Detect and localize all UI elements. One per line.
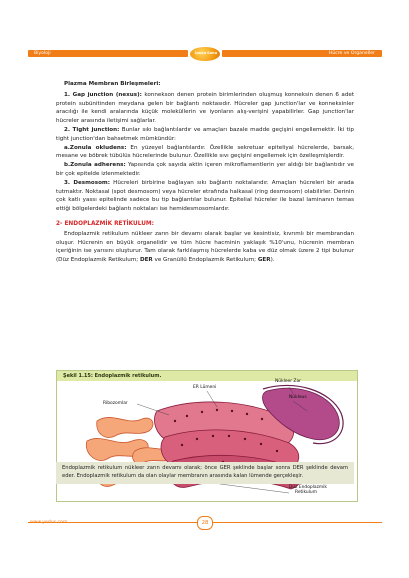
header-bar-left [28, 50, 188, 57]
logo-text-left: İpucu [195, 51, 207, 55]
logo-text-right: Sonu [207, 51, 218, 55]
term-tight-junction: 2. Tight junction: [64, 126, 120, 133]
paragraph-zonula-adherens [56, 161, 354, 179]
paragraph-text: Yapısında çok sayıda aktin içeren mikroflamentlerin yer aldığı bir bağlantıdır ve bir çok epitelde izlenmektedir. [56, 162, 354, 177]
section-title-er: 2- ENDOPLAZMİK RETİKULUM: [56, 220, 154, 227]
figure-caption-bar [57, 371, 357, 381]
label-smooth-er [289, 485, 327, 495]
page-header [0, 47, 409, 61]
term-gap-junction: 1. Gap junction (nexus): [64, 91, 142, 98]
figure-caption: Şekil 1.15: Endoplazmik retikulum. [63, 373, 162, 379]
term-ger: GER [257, 257, 271, 264]
paragraph-text: Bunlar sıkı bağlantılardır ve amaçları bazale madde geçişini engellemektir. İki tip tight junction'dan bahsetmek mümkündür: [56, 126, 354, 142]
term-zonula-okludens: a.Zonula okludens: [64, 144, 127, 151]
label-nuclear-envelope: Nükleer Zar [275, 379, 301, 384]
paragraph-text: ve Granüllü Endoplazmik Retikulum; [152, 257, 258, 264]
paragraph-desmosom [56, 179, 354, 214]
term-der: DER [139, 257, 153, 264]
header-chapter: Hücre ve Organeller [328, 51, 375, 56]
page-number: 28 [197, 516, 213, 530]
label-nucleus: Nükleus [289, 395, 307, 400]
publisher-logo [190, 47, 220, 61]
term-desmosom: 3. Desmosom: [64, 179, 110, 186]
paragraph-text: Hücreleri birbirine bağlayan sıkı bağlantı noktalarıdır. Amaçları hücreleri bir arada tutmaktır. Noktasal (spot desmosom) veya hücreler etrafında halkasal (ring desmosom) olabilirler. Derinin çok katlı yassı epitelinde sadece bu tip bağlantılar bulunur. Epitelial hücreler ile bazal laminanın temas ettiği bölgelerdeki bağlantı noktaları ise hemidesmosomlardır. [56, 179, 354, 213]
paragraph-text: konnekson denen protein birimlerinden oluşmuş konneksin denen 6 adet protein subünitinden meydana gelen bir bağlantı noktasıdır. Hücreler gap junction'lar ve konneksinler aracılığı ile kendi aralarında küçük moleküllerin ve iyonların alış-verişini yapabilirler. Gap junction'lar hücreler arasında iletişimi sağlarlar. [56, 91, 355, 125]
paragraph-zonula-okludens [56, 144, 354, 162]
paragraph-gap-junction [56, 91, 354, 126]
paragraph-text: Endoplazmik retikulum nükleer zarın bir devamı olarak başlar ve kesintisiz, kıvrımlı bir membrandan oluşur. Hücrenin en büyük organelidir ve tüm hücre hacminin yaklaşık %10'unu, hücrenin membran içeriğinin ise yarısını oluşturur. Tam olarak farklılaşmış hücrelerde kaba ve düz olmak üzere 2 tipi bulunur (Düz Endoplazmik Retikulum; [56, 230, 354, 264]
summary-box: Endoplazmik retikulum nükleer zarın devamı olarak; önce GER şeklinde başlar sonra DER şeklinde devam eder. Endoplazmik retikulum da olan olaylar membranın arasında kalan lümende gerçekleşir. [56, 462, 354, 484]
paragraph-tight-junction [56, 126, 354, 144]
paragraph-text: ). [270, 257, 275, 264]
header-subject: Biyoloji [34, 51, 51, 56]
paragraph-er [56, 230, 354, 265]
term-zonula-adherens: b.Zonula adherens: [64, 162, 126, 169]
section-heading: Plazma Membran Birleşmeleri: [64, 81, 161, 87]
label-smooth-er-line2: Retikulum [295, 490, 317, 496]
label-ribosomes: Ribozomlar [103, 401, 128, 406]
label-er-lumen: ER Lümeni [193, 385, 217, 390]
label-smooth-er-line1: Düz Endoplazmik [289, 485, 327, 490]
main-content [56, 80, 354, 265]
footer-url-link[interactable]: www.yedus.com [30, 520, 68, 525]
paragraph-text: En yüzeyel bağlantılardır. Özellikle sekretuar epiteliyal hücrelerde, barsak, mesane ve böbrek tübülüs hücrelerinde bulunur. Özellikle sıvı geçişini engellemek için özelleşmişlerdir. [56, 144, 355, 160]
